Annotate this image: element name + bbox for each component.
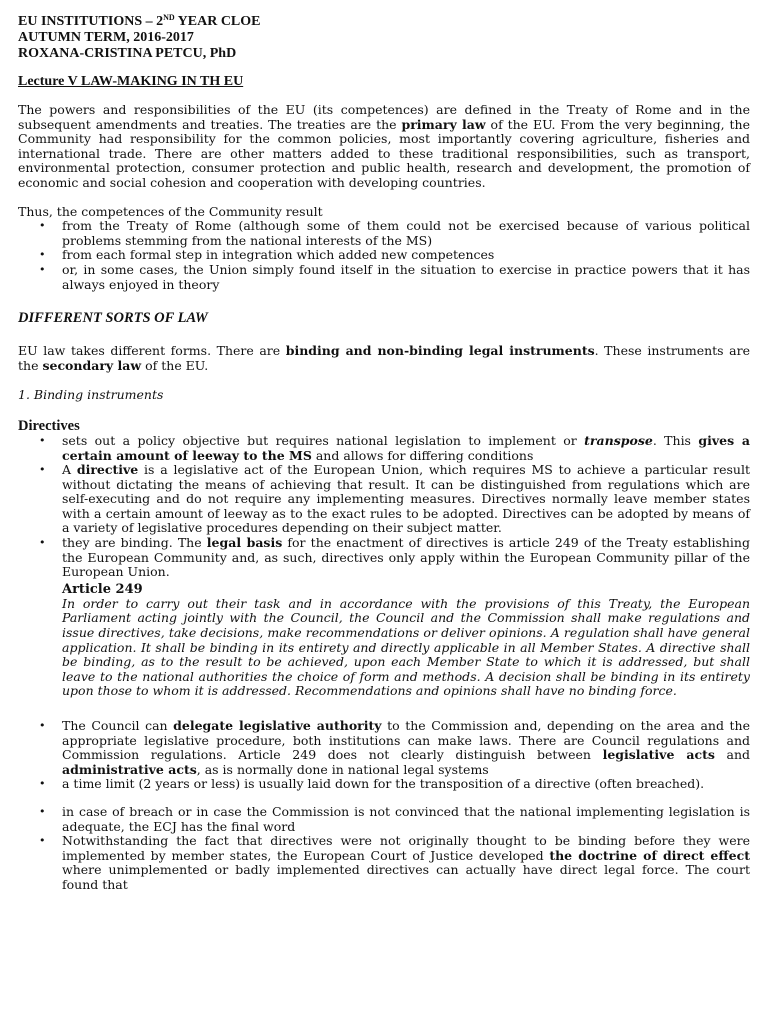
list-item: • in case of breach or in case the Commission is not convinced that the national implementing legislation is adequate, the ECJ has the final word [62,805,750,834]
list-item: • or, in some cases, the Union simply found itself in the situation to exercise in practice powers that it has always enjoyed in theory [62,263,750,292]
competences-list [18,219,750,292]
header-line-1: EU INSTITUTIONS – 2ND YEAR CLOE [18,13,261,29]
list-item: • from the Treaty of Rome (although some of them could not be exercised because of various political problems stemming from the national interests of the MS) [62,219,750,248]
directives-title: Directives [18,417,80,434]
law-forms-paragraph: EU law takes different forms. There are binding and non-binding legal instruments. These instruments are the secondary law of the EU. [18,343,750,373]
list-item: • Notwithstanding the fact that directives were not originally thought to be binding before they were implemented by member states, the European Court of Justice developed the doctrine of direct effect where unimplemented or badly implemented directives can actually have direct legal force. The court found that [62,834,750,892]
directives-list [18,434,750,893]
list-item: • they are binding. The legal basis for the enactment of directives is article 249 of the Treaty establishing the European Community and, as such, directives only apply within the European Community pillar of the European Union. Article 249 In order to carry out their task and in accordance with the provisions of this Treaty, the European Parliament acting jointly with the Council, the Council and the Commission shall make regulations and issue directives, take decisions, make recommendations or deliver opinions. A regulation shall have general application. It shall be binding in its entirety and directly applicable in all Member States. A directive shall be binding, as to the result to be achieved, upon each Member State to which it is addressed, but shall leave to the national authorities the choice of form and methods. A decision shall be binding in its entirety upon those to whom it is addressed. Recommendations and opinions shall have no binding force. [62,536,750,699]
header-line-3: ROXANA-CRISTINA PETCU, PhD [18,46,237,61]
list-item: • A directive is a legislative act of the European Union, which requires MS to achieve a particular result without dictating the means of achieving that result. It can be distinguished from regulations which are self-executing and do not require any implementing measures. Directives normally leave member states with a certain amount of leeway as to the exact rules to be adopted. Directives can be adopted by means of a variety of legislative procedures depending on their subject matter. [62,463,750,536]
superscript-nd: ND [163,13,175,22]
header-line-2: AUTUMN TERM, 2016-2017 [18,30,194,45]
binding-instruments-heading: 1. Binding instruments [18,387,164,403]
list-item: • from each formal step in integration which added new competences [62,248,750,263]
document-page [18,14,750,893]
section-title-different-sorts: DIFFERENT SORTS OF LAW [18,310,208,327]
list-item: • sets out a policy objective but requires national legislation to implement or transpose. This gives a certain amount of leeway to the MS and allows for differing conditions [62,434,750,463]
article-249-title: Article 249 [62,581,143,597]
list-item: • The Council can delegate legislative authority to the Commission and, depending on the area and the appropriate legislative procedure, both institutions can make laws. There are Council regulations and Commission regulations. Article 249 does not clearly distinguish between legislative acts and administrative acts, as is normally done in national legal systems [62,719,750,777]
competences-lead: Thus, the competences of the Community result [18,203,323,219]
article-249-text: In order to carry out their task and in accordance with the provisions of this Treaty, the European Parliament acting jointly with the Council, the Council and the Commission shall make regulations and issue directives, take decisions, make recommendations or deliver opinions. A regulation shall have general application. It shall be binding in its entirety and directly applicable in all Member States. A directive shall be binding, as to the result to be achieved, upon each Member State to which it is addressed, but shall leave to the national authorities the choice of form and methods. A decision shall be binding in its entirety upon those to whom it is addressed. Recommendations and opinions shall have no binding force. [62,595,750,699]
lecture-title: Lecture V LAW-MAKING IN TH EU [18,74,244,89]
intro-paragraph: The powers and responsibilities of the EU (its competences) are defined in the Treaty of Rome and in the subsequent amendments and treaties. The treaties are the primary law of the EU. From the very beginning, the Community had responsibility for the common policies, most importantly covering agriculture, fisheries and international trade. There are other matters added to these traditional responsibilities, such as transport, environmental protection, consumer protection and public health, research and development, the promotion of economic and social cohesion and cooperation with developing countries. [18,102,750,190]
list-item: • a time limit (2 years or less) is usually laid down for the transposition of a directive (often breached). [62,777,750,792]
